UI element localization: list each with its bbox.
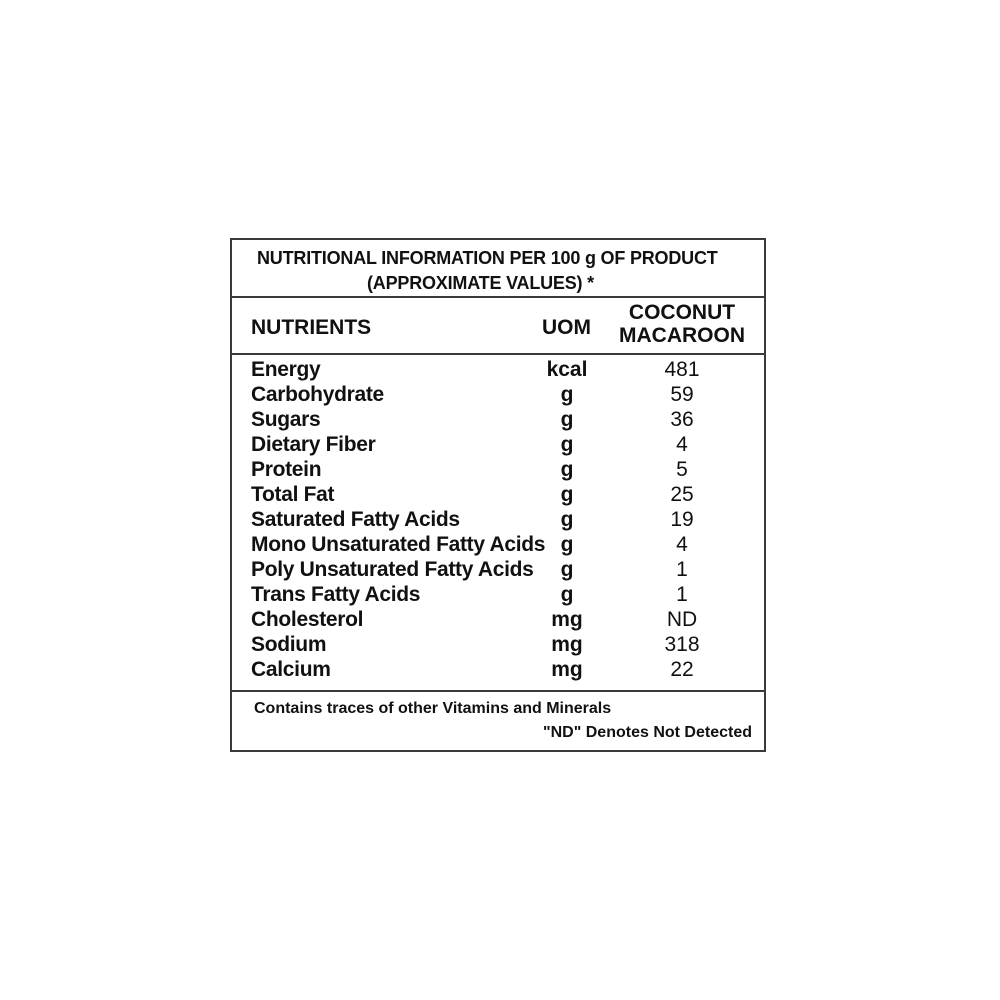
nutrient-value: 19 (670, 508, 694, 531)
table-row (232, 507, 764, 532)
nutrient-name: Calcium (251, 658, 331, 681)
nutrient-uom: g (560, 558, 574, 581)
table-row (232, 582, 764, 607)
table-row (232, 432, 764, 457)
nutrient-value: ND (666, 608, 698, 631)
nutrient-uom: mg (551, 658, 583, 681)
nutrient-uom: g (560, 408, 574, 431)
nutrient-name: Energy (251, 358, 321, 381)
nutrient-name: Total Fat (251, 483, 335, 506)
nutrient-uom: g (560, 533, 574, 556)
nutrient-name: Dietary Fiber (251, 433, 376, 456)
table-row (232, 482, 764, 507)
table-row (232, 357, 764, 382)
footer-note-nd: "ND" Denotes Not Detected (543, 724, 752, 741)
uom-column-header: UOM (542, 316, 591, 339)
nutrient-value: 4 (676, 533, 688, 556)
nutrient-value: 1 (676, 558, 688, 581)
nutrient-uom: g (560, 483, 574, 506)
table-row (232, 457, 764, 482)
table-row (232, 657, 764, 682)
nutrient-value: 318 (664, 633, 700, 656)
nutrient-name: Sugars (251, 408, 321, 431)
nutrient-value: 59 (670, 383, 694, 406)
table-row (232, 632, 764, 657)
nutrient-value: 481 (664, 358, 700, 381)
header-subtitle: (APPROXIMATE VALUES) * (367, 273, 594, 293)
nutrient-value: 5 (676, 458, 688, 481)
nutrient-name: Cholesterol (251, 608, 364, 631)
nutrient-value: 1 (676, 583, 688, 606)
product-name-line1: COCONUT (628, 301, 736, 324)
header-title: NUTRITIONAL INFORMATION PER 100 g OF PRODUCT (257, 248, 718, 268)
nutrient-uom: g (560, 383, 574, 406)
label-header (232, 240, 764, 298)
nutrient-uom: g (560, 508, 574, 531)
table-row (232, 532, 764, 557)
nutrition-label (230, 238, 766, 752)
nutrient-value: 22 (670, 658, 694, 681)
label-footer (232, 692, 764, 750)
nutrient-name: Poly Unsaturated Fatty Acids (251, 558, 534, 581)
nutrient-uom: mg (551, 608, 583, 631)
nutrient-name: Mono Unsaturated Fatty Acids (251, 533, 546, 556)
table-row (232, 607, 764, 632)
table-row (232, 382, 764, 407)
nutrient-name: Trans Fatty Acids (251, 583, 421, 606)
nutrients-column-header: NUTRIENTS (251, 316, 372, 339)
nutrient-uom: g (560, 458, 574, 481)
nutrient-name: Sodium (251, 633, 327, 656)
footer-note-vitamins: Contains traces of other Vitamins and Minerals (254, 700, 612, 717)
nutrient-uom: mg (551, 633, 583, 656)
nutrient-name: Protein (251, 458, 322, 481)
nutrient-uom: g (560, 583, 574, 606)
table-row (232, 557, 764, 582)
nutrient-value: 25 (670, 483, 694, 506)
nutrient-name: Carbohydrate (251, 383, 384, 406)
table-row (232, 407, 764, 432)
nutrient-rows (232, 357, 764, 692)
product-name-line2: MACAROON (619, 324, 745, 347)
nutrient-name: Saturated Fatty Acids (251, 508, 460, 531)
nutrient-uom: kcal (546, 358, 588, 381)
nutrient-value: 4 (676, 433, 688, 456)
column-headers (232, 298, 764, 355)
nutrient-uom: g (560, 433, 574, 456)
nutrient-value: 36 (670, 408, 694, 431)
product-column-header (612, 301, 752, 347)
